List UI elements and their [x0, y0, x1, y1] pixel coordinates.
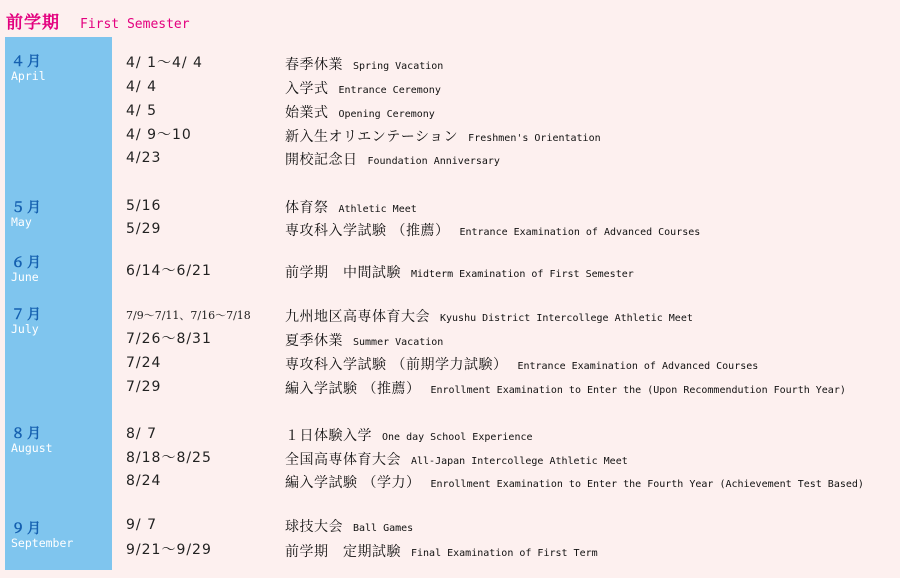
event-item — [285, 474, 864, 490]
event-date: 4/ 1〜4/ 4 — [126, 55, 203, 71]
month-label-en: June — [11, 270, 39, 284]
month-label — [11, 522, 73, 550]
event-name-en: Foundation Anniversary — [367, 156, 500, 167]
event-item — [285, 427, 533, 443]
event-date: 4/23 — [126, 150, 162, 166]
month-label-en: September — [11, 536, 74, 550]
month-label-en: July — [11, 322, 39, 336]
event-date: 5/16 — [126, 198, 162, 214]
event-date: 4/ 5 — [126, 103, 157, 119]
page-header — [6, 8, 190, 33]
month-label — [11, 201, 43, 229]
event-name-jp: 編入学試験 （学力） — [285, 475, 421, 491]
event-name-jp: 入学式 — [285, 81, 329, 97]
event-date: 4/ 4 — [126, 79, 157, 95]
event-item — [285, 151, 500, 167]
event-name-en: Spring Vacation — [353, 61, 444, 72]
event-name-en: All-Japan Intercollege Athletic Meet — [411, 456, 628, 467]
semester-title-jp: 前学期 — [6, 13, 60, 33]
event-date: 5/29 — [126, 221, 162, 237]
month-label-jp: ６月 — [11, 255, 43, 271]
month-sidebar — [5, 37, 112, 570]
event-name-jp: 夏季休業 — [285, 333, 343, 349]
event-name-jp: 開校記念日 — [285, 152, 358, 168]
event-item — [285, 80, 441, 96]
event-item — [285, 104, 435, 120]
event-date: 8/18〜8/25 — [126, 450, 212, 466]
event-name-jp: 球技大会 — [285, 519, 343, 535]
month-label-en: April — [11, 69, 46, 83]
event-date: 8/24 — [126, 473, 162, 489]
month-label-jp: ９月 — [11, 521, 43, 537]
event-date: 7/26〜8/31 — [126, 331, 212, 347]
event-item — [285, 380, 846, 396]
event-name-en: Summer Vacation — [353, 337, 444, 348]
event-item — [285, 199, 417, 215]
event-date: 4/ 9〜10 — [126, 127, 192, 143]
event-item — [285, 451, 628, 467]
month-label-en: August — [11, 441, 53, 455]
event-name-en: Ball Games — [353, 523, 414, 534]
event-name-en: Freshmen's Orientation — [468, 133, 601, 144]
event-name-jp: 専攻科入学試験 （前期学力試験） — [285, 357, 508, 373]
event-name-jp: 前学期 定期試験 — [285, 544, 401, 560]
event-date: 9/21〜9/29 — [126, 542, 212, 558]
event-name-jp: １日体験入学 — [285, 428, 372, 444]
event-name-en: One day School Experience — [382, 432, 533, 443]
event-date: 6/14〜6/21 — [126, 263, 212, 279]
month-label-jp: ７月 — [11, 307, 43, 323]
event-item — [285, 56, 443, 72]
event-item — [285, 222, 700, 238]
event-name-en: Entrance Examination of Advanced Courses — [517, 361, 759, 372]
event-item — [285, 356, 758, 372]
event-date: 8/ 7 — [126, 426, 157, 442]
event-name-jp: 編入学試験 （推薦） — [285, 381, 421, 397]
month-label-en: May — [11, 215, 32, 229]
month-label — [11, 256, 43, 284]
event-name-jp: 春季休業 — [285, 57, 343, 73]
event-date: 7/24 — [126, 355, 162, 371]
event-item — [285, 128, 601, 144]
event-name-jp: 始業式 — [285, 105, 329, 121]
event-name-jp: 専攻科入学試験 （推薦） — [285, 223, 450, 239]
event-name-en: Enrollment Examination to Enter the (Upon Recommendution Fourth Year) — [430, 385, 846, 396]
event-item — [285, 518, 413, 534]
event-name-jp: 九州地区高専体育大会 — [285, 309, 430, 325]
event-name-en: Athletic Meet — [338, 204, 417, 215]
month-label-jp: ５月 — [11, 200, 43, 216]
event-name-jp: 全国高専体育大会 — [285, 452, 401, 468]
event-name-jp: 前学期 中間試験 — [285, 265, 401, 281]
month-label — [11, 55, 46, 83]
month-label-jp: ４月 — [11, 54, 43, 70]
event-item — [285, 543, 598, 559]
event-date: 7/9〜7/11、7/16〜7/18 — [126, 309, 251, 322]
event-item — [285, 308, 693, 324]
semester-title-en: First Semester — [80, 17, 190, 32]
event-name-jp: 新入生オリエンテーション — [285, 129, 459, 145]
event-name-en: Opening Ceremony — [338, 109, 435, 120]
event-date: 7/29 — [126, 379, 162, 395]
event-name-en: Entrance Examination of Advanced Courses — [459, 227, 701, 238]
event-item — [285, 264, 634, 280]
event-name-en: Final Examination of First Term — [411, 548, 598, 559]
month-label — [11, 427, 53, 455]
month-label-jp: ８月 — [11, 426, 43, 442]
event-item — [285, 332, 443, 348]
event-name-en: Enrollment Examination to Enter the Fourth Year (Achievement Test Based) — [430, 479, 864, 490]
event-date: 9/ 7 — [126, 517, 157, 533]
event-name-en: Kyushu District Intercollege Athletic Meet — [440, 313, 693, 324]
month-label — [11, 308, 43, 336]
event-name-en: Midterm Examination of First Semester — [411, 269, 634, 280]
event-name-en: Entrance Ceremony — [338, 85, 441, 96]
event-name-jp: 体育祭 — [285, 200, 329, 216]
